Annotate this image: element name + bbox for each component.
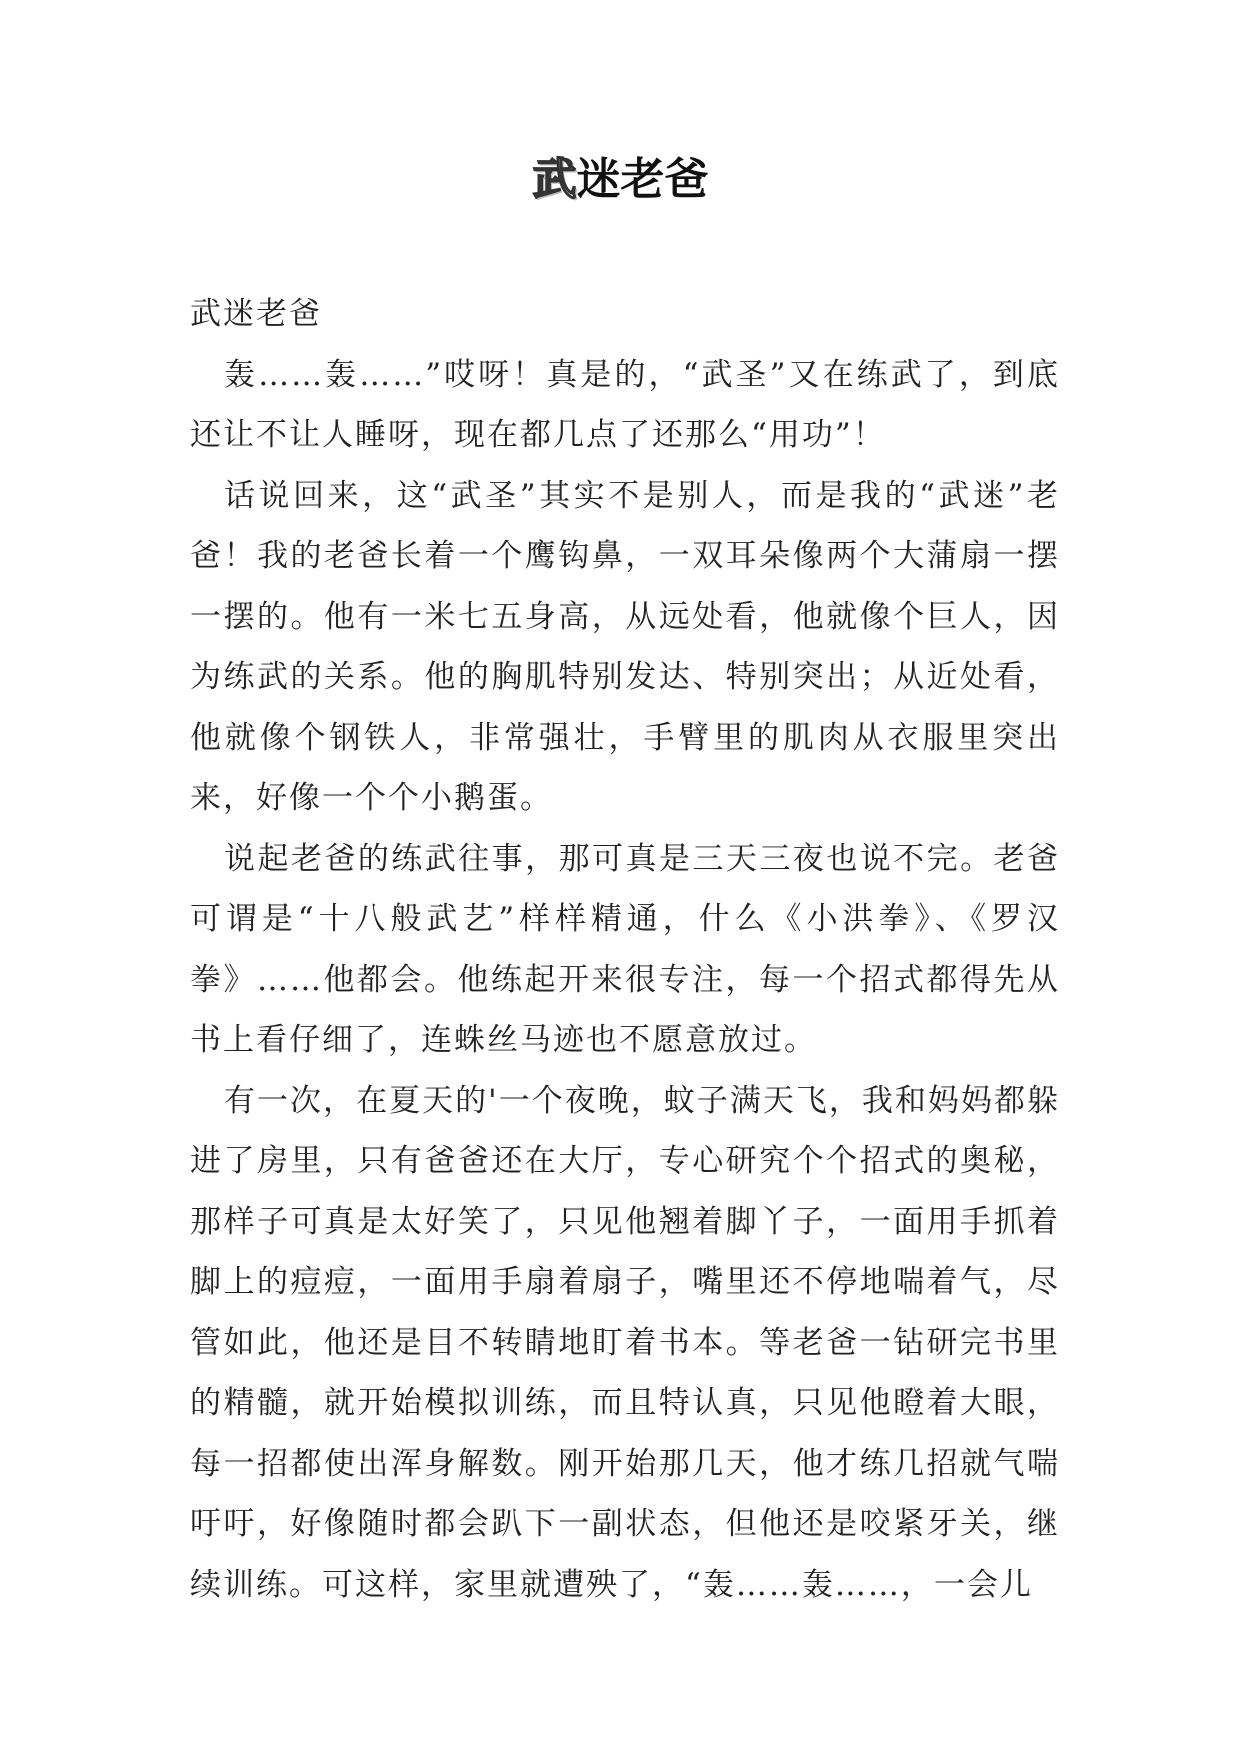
- article-body: [190, 284, 1060, 1615]
- paragraph-4: 有一次，在夏天的'一个夜晚，蚊子满天飞，我和妈妈都躲进了房里，只有爸爸还在大厅，专心研究个个招式的奥秘，那样子可真是太好笑了，只见他翘着脚丫子，一面用手抓着脚上的痘痘，一面用手扇着扇子，嘴里还不停地喘着气，尽管如此，他还是目不转睛地盯着书本。等老爸一钻研完书里的精髓，就开始模拟训练，而且特认真，只见他瞪着大眼，每一招都使出浑身解数。刚开始那几天，他才练几招就气喘吁吁，好像随时都会趴下一副状态，但他还是咬紧牙关，继续训练。可这样，家里就遭殃了，“轰……轰……，一会儿: [190, 1082, 1060, 1603]
- paragraph-2: 话说回来，这“武圣”其实不是别人，而是我的“武迷”老爸！我的老爸长着一个鹰钩鼻，一双耳朵像两个大蒲扇一摆一摆的。他有一米七五身高，从远处看，他就像个巨人，因为练武的关系。他的胸肌特别发达、特别突出；从近处看，他就像个钢铁人，非常强壮，手臂里的肌肉从衣服里突出来，好像一个个小鹅蛋。: [190, 477, 1060, 816]
- title-first-char: 武: [532, 154, 577, 205]
- paragraph-3: 说起老爸的练武往事，那可真是三天三夜也说不完。老爸可谓是“十八般武艺”样样精通，什么《小洪拳》、《罗汉拳》……他都会。他练起开来很专注，每一个招式都得先从书上看仔细了，连蛛丝马迹也不愿意放过。: [190, 840, 1060, 1058]
- title-rest: 迷老爸: [576, 154, 709, 205]
- paragraph-1: 轰……轰……”哎呀！真是的，“武圣”又在练武了，到底还让不让人睡呀，现在都几点了还那么“用功”！: [190, 356, 1060, 453]
- document-title: [0, 150, 1241, 210]
- article-subtitle: 武迷老爸: [190, 296, 322, 332]
